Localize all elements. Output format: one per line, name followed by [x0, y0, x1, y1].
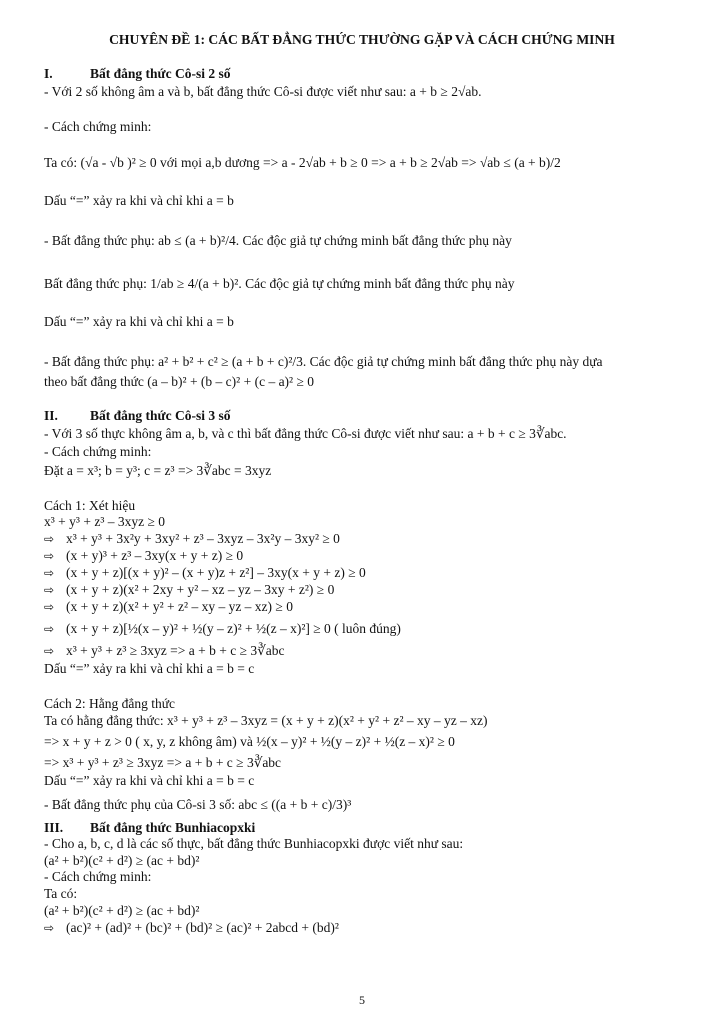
way-2-line: => x³ + y³ + z³ ≥ 3xyz => a + b + c ≥ 3∛abc — [44, 755, 282, 770]
page-title: CHUYÊN ĐỀ 1: CÁC BẤT ĐẲNG THỨC THƯỜNG GẶP VÀ CÁCH CHỨNG MINH — [109, 32, 615, 47]
section-2-heading — [44, 408, 231, 424]
implies-arrow-icon: ⇨ — [44, 644, 55, 658]
section-1-sub-inequality-1: - Bất đẳng thức phụ: ab ≤ (a + b)²/4. Các độc giả tự chứng minh bất đẳng thức phụ này — [44, 233, 512, 248]
section-1-intro: - Với 2 số không âm a và b, bất đẳng thức Cô-si được viết như sau: a + b ≥ 2√ab. — [44, 84, 482, 99]
implies-arrow-icon: ⇨ — [44, 532, 55, 546]
way-1-step: ⇨ (x + y + z)[(x + y)² – (x + y)z + z²] – 3xy(x + y + z) ≥ 0 — [44, 565, 366, 580]
section-1-proof-label: - Cách chứng minh: — [44, 119, 152, 134]
way-1-step: ⇨ x³ + y³ + z³ ≥ 3xyz => a + b + c ≥ 3∛abc — [44, 643, 285, 658]
section-3-line-1: (a² + b²)(c² + d²) ≥ (ac + bd)² — [44, 903, 200, 918]
section-2-number: II. — [44, 408, 58, 423]
section-3-title: Bất đẳng thức Bunhiacopxki — [90, 820, 256, 835]
implies-arrow-icon: ⇨ — [44, 600, 55, 614]
page-number: 5 — [359, 993, 365, 1007]
way-1-step: ⇨ (x + y)³ + z³ – 3xy(x + y + z) ≥ 0 — [44, 548, 244, 563]
section-3-heading — [44, 820, 255, 836]
implies-arrow-icon: ⇨ — [44, 921, 55, 935]
way-2-label: Cách 2: Hằng đẳng thức — [44, 696, 176, 711]
section-2-title: Bất đẳng thức Cô-si 3 số — [90, 408, 231, 423]
section-1-number: I. — [44, 66, 53, 81]
section-1-proof: Ta có: (√a - √b )² ≥ 0 với mọi a,b dương => a - 2√ab + b ≥ 0 => a + b ≥ 2√ab => √ab ≤ (a + b)/2 — [44, 155, 561, 170]
way-2-line: => x + y + z > 0 ( x, y, z không âm) và ½(x – y)² + ½(y – z)² + ½(z – x)² ≥ 0 — [44, 734, 455, 749]
section-1-sub-inequality-3: - Bất đẳng thức phụ: a² + b² + c² ≥ (a + b + c)²/3. Các độc giả tự chứng minh bất đẳng thức phụ này dựa — [44, 354, 603, 369]
way-1-step: ⇨ x³ + y³ + 3x²y + 3xy² + z³ – 3xyz – 3x²y – 3xy² ≥ 0 — [44, 531, 340, 546]
implies-arrow-icon: ⇨ — [44, 549, 55, 563]
section-2-sub-inequality: - Bất đẳng thức phụ của Cô-si 3 số: abc ≤ ((a + b + c)/3)³ — [44, 797, 352, 812]
way-1-equality: Dấu “=” xảy ra khi và chỉ khi a = b = c — [44, 661, 255, 676]
section-1-sub-inequality-3-cont: theo bất đẳng thức (a – b)² + (b – c)² + (c – a)² ≥ 0 — [44, 374, 315, 389]
section-2-intro: - Với 3 số thực không âm a, b, và c thì bất đẳng thức Cô-si được viết như sau: a + b + c ≥ 3∛abc. — [44, 426, 567, 441]
way-1-start: x³ + y³ + z³ – 3xyz ≥ 0 — [44, 514, 166, 529]
implies-arrow-icon: ⇨ — [44, 566, 55, 580]
section-1-sub-inequality-2: Bất đẳng thức phụ: 1/ab ≥ 4/(a + b)². Các độc giả tự chứng minh bất đẳng thức phụ này — [44, 276, 515, 291]
section-1-heading — [44, 66, 231, 82]
section-3-proof-label: - Cách chứng minh: — [44, 869, 152, 884]
section-1-equality: Dấu “=” xảy ra khi và chỉ khi a = b — [44, 193, 234, 208]
implies-arrow-icon: ⇨ — [44, 622, 55, 636]
section-3-line-2: ⇨ (ac)² + (ad)² + (bc)² + (bd)² ≥ (ac)² + 2abcd + (bd)² — [44, 920, 339, 935]
section-2-proof-label: - Cách chứng minh: — [44, 444, 152, 459]
section-3-intro: - Cho a, b, c, d là các số thực, bất đẳng thức Bunhiacopxki được viết như sau: — [44, 836, 464, 851]
way-1-step: ⇨ (x + y + z)(x² + 2xy + y² – xz – yz – 3xy + z²) ≥ 0 — [44, 582, 335, 597]
way-1-step: ⇨ (x + y + z)[½(x – y)² + ½(y – z)² + ½(z – x)²] ≥ 0 ( luôn đúng) — [44, 621, 401, 636]
section-1-title: Bất đẳng thức Cô-si 2 số — [90, 66, 231, 81]
implies-arrow-icon: ⇨ — [44, 583, 55, 597]
section-3-ta-co: Ta có: — [44, 886, 78, 901]
section-3-formula: (a² + b²)(c² + d²) ≥ (ac + bd)² — [44, 853, 200, 868]
section-3-number: III. — [44, 820, 64, 835]
section-1-equality-2: Dấu “=” xảy ra khi và chỉ khi a = b — [44, 314, 234, 329]
way-1-label: Cách 1: Xét hiệu — [44, 498, 136, 513]
way-2-line: Ta có hằng đẳng thức: x³ + y³ + z³ – 3xyz = (x + y + z)(x² + y² + z² – xy – yz – xz) — [44, 713, 488, 728]
way-2-line: Dấu “=” xảy ra khi và chỉ khi a = b = c — [44, 773, 255, 788]
section-2-substitution: Đặt a = x³; b = y³; c = z³ => 3∛abc = 3xyz — [44, 463, 272, 478]
way-1-step: ⇨ (x + y + z)(x² + y² + z² – xy – yz – xz) ≥ 0 — [44, 599, 293, 614]
